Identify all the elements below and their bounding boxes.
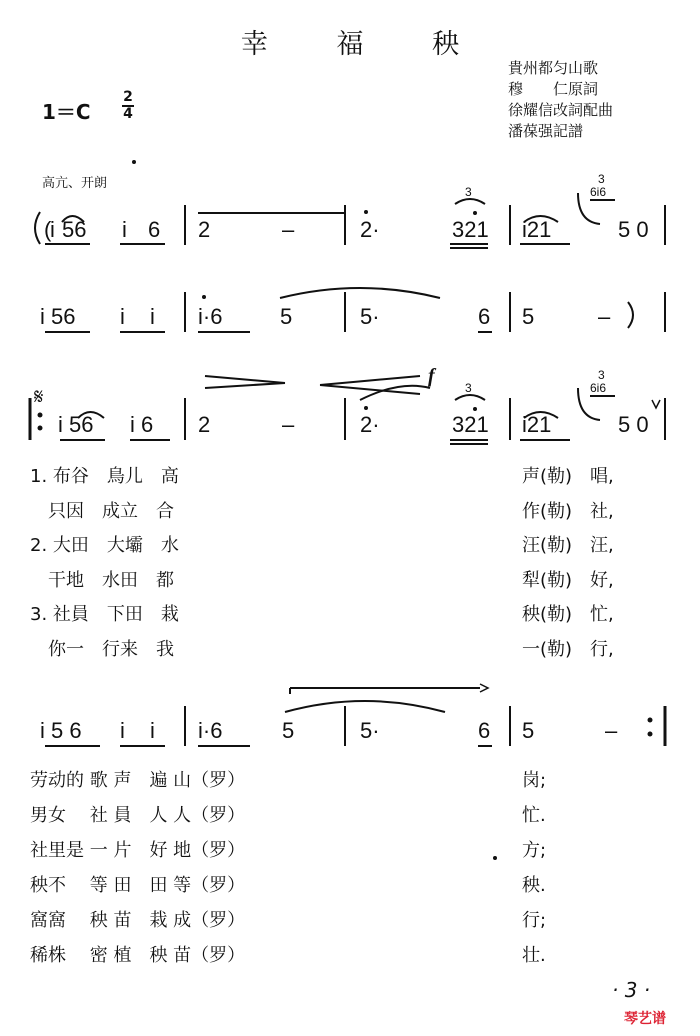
watermark-logo: 琴艺谱 (624, 1011, 666, 1027)
lyric-line: 秧不 等 田 田 等（罗） (30, 875, 246, 896)
note: 321 (452, 412, 489, 437)
lyric-ending: 岗; (522, 770, 547, 791)
lyric-line: 3. 社員 下田 栽 (30, 604, 179, 625)
lyric-ending: 忙. (522, 805, 546, 826)
lyric-ending: 声(勒) 唱, (522, 466, 614, 487)
lyric-ending: 汪(勒) 汪, (522, 535, 614, 556)
note: i 5 6 (40, 718, 82, 743)
lyric-line: 你一 行来 我 (30, 638, 174, 660)
ornament: 3 (598, 172, 605, 186)
note: 5· (360, 718, 380, 743)
lyric-line: 社里是 一 片 好 地（罗） (30, 840, 246, 861)
note: – (598, 304, 611, 329)
note: i·6 (198, 718, 223, 743)
note: i (150, 718, 155, 743)
credit-line: 貴州都匀山歌 (508, 59, 599, 77)
grace-note: 6i6 (590, 185, 607, 199)
lyric-ending: 一(勒) 行, (522, 638, 614, 660)
lyrics-block-1 (30, 460, 179, 667)
meter-bottom: 4 (123, 106, 133, 122)
note: ( (44, 217, 52, 242)
note: – (282, 412, 295, 437)
ornament: 3 (465, 381, 472, 395)
note: 5 (522, 718, 535, 743)
lyric-ending: 作(勒) 社, (522, 500, 614, 522)
note: i (120, 718, 125, 743)
credit-line: 徐耀信改詞配曲 (508, 101, 614, 119)
lyric-line: 只因 成立 合 (30, 500, 174, 522)
note: 2· (360, 412, 380, 437)
lyric-ending: 秧. (522, 875, 546, 896)
note: i21 (522, 412, 552, 437)
lyric-line: 稀株 密 植 秧 苗（罗） (30, 945, 246, 966)
lyric-line: 1. 布谷 鳥儿 高 (30, 466, 179, 487)
page-title: 幸 福 秧 (240, 29, 490, 60)
paren-left (35, 212, 40, 244)
tempo-marking: 高亢、开朗 (42, 176, 108, 191)
note: i (120, 304, 125, 329)
note: 5 (522, 304, 535, 329)
lyric-line: 干地 水田 都 (30, 569, 174, 591)
lyric-ending: 方; (522, 840, 547, 861)
note: 321 (452, 217, 489, 242)
note: i (150, 304, 155, 329)
dynamic-forte: f (428, 365, 435, 387)
key-signature: 1＝C (42, 100, 91, 124)
note: 56 (62, 217, 87, 242)
note: 6 (478, 304, 491, 329)
page-number: · 3 · (612, 978, 651, 1002)
note: i·6 (198, 304, 223, 329)
note: 2· (360, 217, 380, 242)
note: i 56 (40, 304, 76, 329)
note: 5· (360, 304, 380, 329)
grace-note: 6i6 (590, 381, 607, 395)
lyrics-block-2-endings (522, 763, 546, 973)
note: i (122, 217, 127, 242)
page-number-value: 3 (624, 978, 638, 1002)
lyrics-block-1-endings (522, 460, 614, 667)
note: 2 (198, 412, 211, 437)
lyric-line: 男女 社 員 人 人（罗） (30, 805, 246, 826)
lyric-line: 窩窩 秧 苗 栽 成（罗） (30, 910, 246, 931)
note: 5 (280, 304, 293, 329)
lyric-line: 2. 大田 大壩 水 (30, 535, 179, 556)
segno: 𝄋 (34, 384, 44, 409)
note: i 56 (58, 412, 94, 437)
lyrics-block-2 (30, 763, 245, 973)
note: 6 (148, 217, 161, 242)
lyric-ending: 犁(勒) 好, (522, 569, 614, 591)
note: 5 0 (618, 217, 649, 242)
note: i21 (522, 217, 552, 242)
lyric-line: 劳动的 歌 声 遍 山（罗） (30, 770, 246, 791)
meter-top: 2 (123, 89, 133, 105)
lyric-ending: 壮. (522, 945, 546, 966)
note: – (605, 718, 618, 743)
note: 5 (282, 718, 295, 743)
note: 2 (198, 217, 211, 242)
note: i 6 (130, 412, 154, 437)
ornament: 3 (598, 368, 605, 382)
lyric-ending: 行; (522, 910, 547, 931)
ornament: 3 (465, 185, 472, 199)
note: – (282, 217, 295, 242)
credit-line: 穆 仁原詞 (508, 80, 599, 98)
note: i (50, 217, 55, 242)
note: 5 0 (618, 412, 649, 437)
credit-line: 潘葆强記譜 (508, 122, 584, 140)
lyric-ending: 秧(勒) 忙, (522, 604, 614, 625)
note: 6 (478, 718, 491, 743)
